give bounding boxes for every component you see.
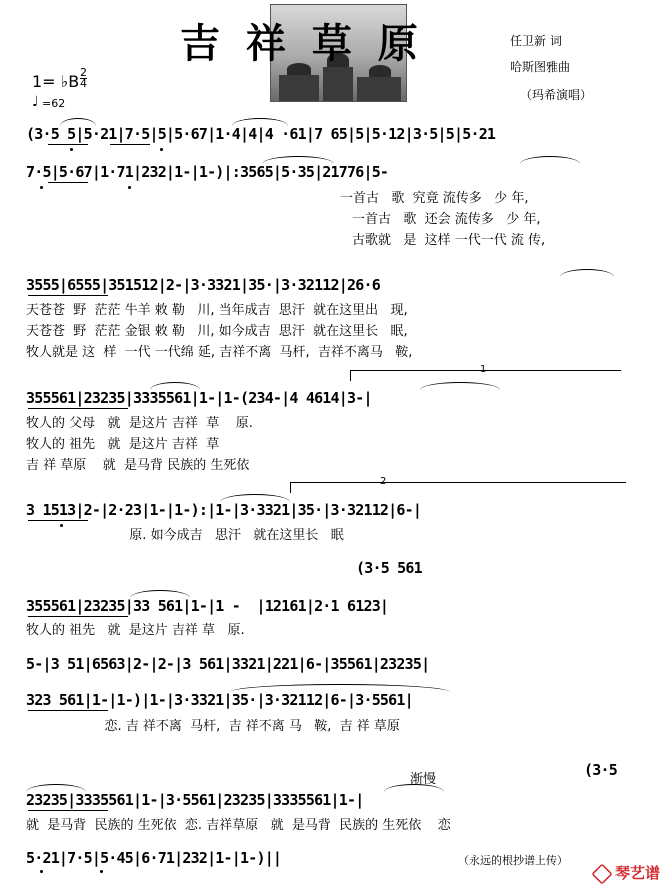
slur <box>420 382 500 390</box>
lyric-2-verse-1: 一首古 歌 究竟 流传多 少 年, <box>340 191 529 206</box>
underline <box>28 710 108 711</box>
notation-line-4: 355561|23235|3335561|1-|1-(234-|4 4614|3-| <box>26 389 372 407</box>
slur <box>60 118 96 126</box>
low-octave-dot <box>128 186 131 189</box>
quarter-note-icon: ♩ <box>32 94 39 110</box>
lyric-5-verse-1: 原. 如今成吉 思汗 就在这里长 眠 <box>26 528 344 543</box>
slur <box>26 784 86 792</box>
low-octave-dot <box>70 148 73 151</box>
slur <box>150 382 200 390</box>
notation-line-7: 5-|3 51|6563|2-|2-|3 561|3321|221|6-|35561|23235| <box>26 655 430 673</box>
underline <box>110 144 150 145</box>
notation-line-10: 5·21|7·5|5·45|6·71|232|1-|1-)|| <box>26 849 282 867</box>
lyric-2-verse-3: 古歌就 是 这样 一代一代 流 传, <box>352 233 546 248</box>
underline <box>28 408 128 409</box>
key-signature: 1= ♭B <box>32 72 80 91</box>
low-octave-dot <box>60 524 63 527</box>
volta-number-1: 1 <box>480 364 487 375</box>
low-octave-dot <box>100 870 103 873</box>
lyric-8-verse-1: 恋. 吉 祥不离 马杆, 吉 祥不离 马 鞍, 吉 祥 草原 <box>26 719 400 734</box>
tie <box>220 494 290 502</box>
notation-line-9-upper: (3·5 <box>584 761 617 779</box>
slur <box>230 684 450 692</box>
lyric-3-verse-2: 天苍苍 野 茫茫 金银 敕 勒 川, 如今成吉 思汗 就在这里长 眠, <box>26 324 408 339</box>
tie <box>232 118 288 126</box>
lyric-6-verse-1: 牧人的 祖先 就 是这片 吉祥 草 原. <box>26 623 245 638</box>
notation-line-8: 323 561|1-|1-)|1-|3·3321|35·|3·32112|6-|3·5561| <box>26 691 413 709</box>
notation-line-2: 7·5|5·67|1·71|232|1-|1-)|:3565|5·35|21776|5- <box>26 163 389 181</box>
notation-line-6: 355561|23235|33 561|1-|1 - |12161|2·1 6123| <box>26 597 389 615</box>
underline <box>28 520 88 521</box>
low-octave-dot <box>40 186 43 189</box>
slur <box>130 590 190 598</box>
notation-line-5: 3 1513|2-|2·23|1-|1-):|1-|3·3321|35·|3·32112|6-| <box>26 501 422 519</box>
underline <box>48 182 88 183</box>
lyric-9-verse-1: 就 是马背 民族的 生死依 恋. 吉祥草原 就 是马背 民族的 生死依 恋 <box>26 818 451 833</box>
volta-bracket-2 <box>290 482 626 493</box>
slur <box>520 156 580 164</box>
low-octave-dot <box>160 148 163 151</box>
song-title: 吉 祥 草 原 <box>180 20 424 67</box>
source-note: （永远的根抄谱上传） <box>458 854 568 867</box>
volta-number-2: 2 <box>380 476 387 487</box>
ritardando-marking: 渐慢 <box>410 772 437 787</box>
underline <box>28 295 108 296</box>
lyric-4-verse-2: 牧人的 祖先 就 是这片 吉祥 草 <box>26 437 220 452</box>
tempo-marking: =62 <box>42 97 66 110</box>
low-octave-dot <box>40 870 43 873</box>
underline <box>28 810 108 811</box>
site-logo: 琴艺谱 <box>592 862 660 884</box>
lyric-3-verse-3: 牧人就是 这 样 一代 一代绵 延, 吉祥不离 马杆, 吉祥不离马 鞍, <box>26 345 413 360</box>
composer-credit: 哈斯图雅曲 <box>510 60 571 74</box>
notation-line-6-upper: (3·5 561 <box>356 559 422 577</box>
lyric-4-verse-1: 牧人的 父母 就 是这片 吉祥 草 原. <box>26 416 253 431</box>
logo-icon <box>591 863 612 884</box>
notation-line-3: 3555|6555|351512|2-|3·3321|35·|3·32112|26·6 <box>26 276 380 294</box>
singer-credit: （玛希演唱） <box>520 88 593 102</box>
lyric-2-verse-2: 一首古 歌 还会 流传多 少 年, <box>352 212 541 227</box>
time-signature: 2 4 <box>80 66 87 90</box>
notation-line-9: 23235|3335561|1-|3·5561|23235|3335561|1-| <box>26 791 364 809</box>
tie <box>262 156 334 164</box>
underline <box>28 616 128 617</box>
slur <box>560 269 614 277</box>
notation-line-1: (3·5 5|5·21|7·5|5|5·67|1·4|4|4 ·61|7 65|5|5·12|3·5|5|5·21 <box>26 125 496 143</box>
lyric-4-verse-3: 吉 祥 草原 就 是马背 民族的 生死依 <box>26 458 250 473</box>
lyricist-credit: 任卫新 词 <box>510 34 562 48</box>
lyric-3-verse-1: 天苍苍 野 茫茫 牛羊 敕 勒 川, 当年成吉 思汗 就在这里出 现, <box>26 303 408 318</box>
underline <box>48 144 88 145</box>
